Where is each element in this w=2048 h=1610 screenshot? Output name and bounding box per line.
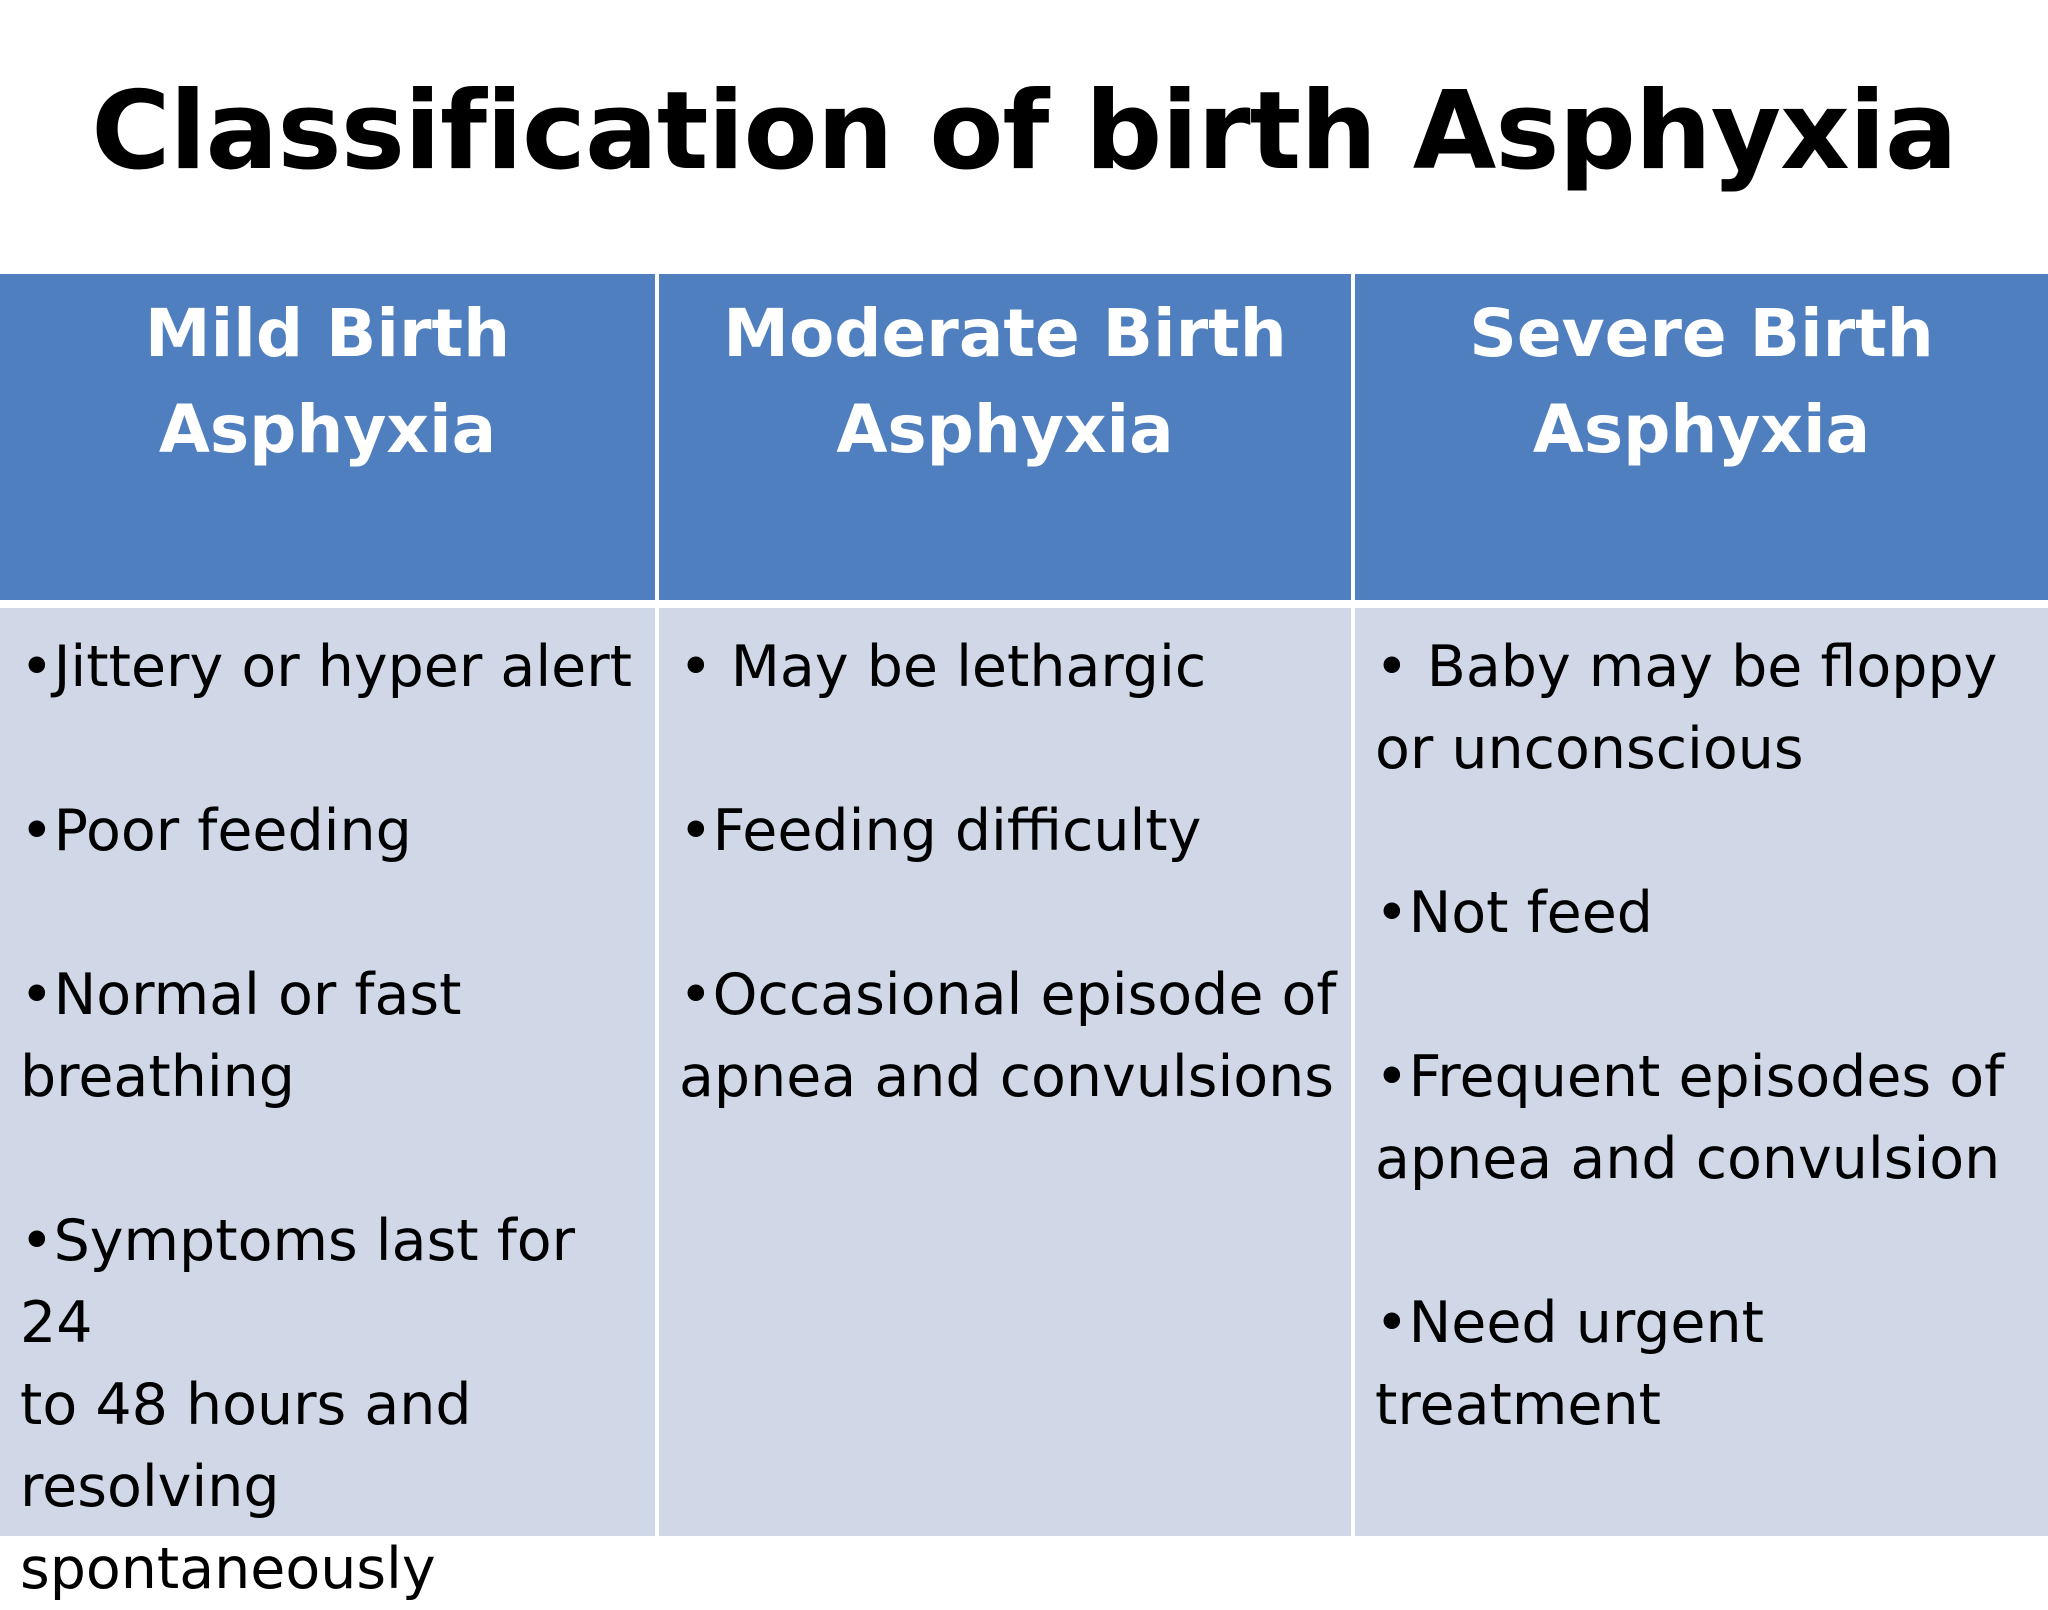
list-item: •Not feed <box>1375 880 1653 946</box>
list-item: •Feeding difficulty <box>679 798 1202 864</box>
cell-moderate <box>659 608 1351 1536</box>
header-mild-line-2: Asphyxia <box>158 391 497 468</box>
header-mild-line-1: Mild Birth <box>144 295 511 372</box>
header-moderate-line-2: Asphyxia <box>836 391 1174 468</box>
cell-severe <box>1355 608 2048 1536</box>
table-body-row <box>0 608 2048 1602</box>
list-item: •Normal or fast breathing <box>20 962 462 1110</box>
slide-title: Classification of birth Asphyxia <box>91 69 1957 194</box>
list-item: •Symptoms last for 24 to 48 hours and resolving spontaneously <box>20 1208 576 1602</box>
header-severe-line-2: Asphyxia <box>1532 391 1871 468</box>
list-item: • Baby may be floppy or unconscious <box>1375 634 1998 782</box>
cell-mild <box>0 608 655 1602</box>
list-item: •Occasional episode of apnea and convulsions <box>679 962 1337 1110</box>
header-mild <box>0 274 655 600</box>
list-item: •Need urgent treatment <box>1375 1290 1764 1438</box>
list-item: •Frequent episodes of apnea and convulsion <box>1375 1044 2005 1192</box>
classification-table <box>0 274 2048 1602</box>
list-item: •Poor feeding <box>20 798 412 864</box>
list-item: • May be lethargic <box>679 634 1207 700</box>
header-severe <box>1355 274 2048 600</box>
list-item: •Jittery or hyper alert <box>20 634 633 700</box>
table-header-row <box>0 274 2048 600</box>
header-moderate-line-1: Moderate Birth <box>723 295 1287 372</box>
header-severe-line-1: Severe Birth <box>1469 295 1934 372</box>
header-moderate <box>659 274 1351 600</box>
